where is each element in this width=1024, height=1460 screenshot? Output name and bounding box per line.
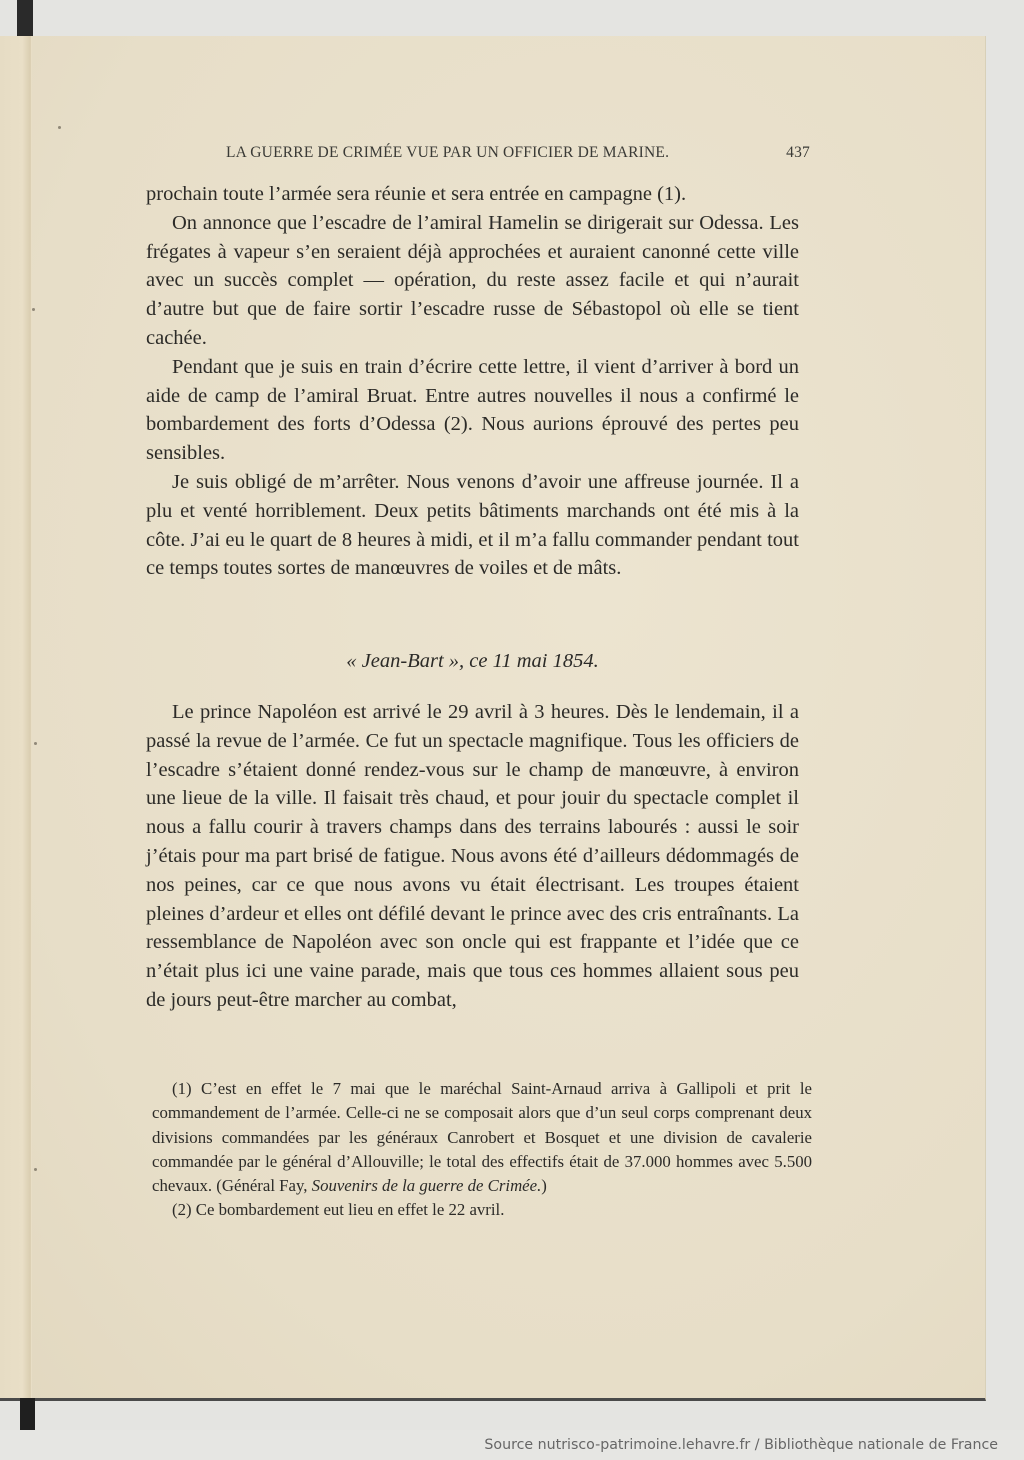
footnote-1 [152,1077,812,1198]
paragraph: On annonce que l’escadre de l’amiral Hamelin se dirigerait sur Odessa. Les frégates à vapeur s’en seraient déjà approchées et auraient canonné cette ville avec un succès complet — opération, du reste assez facile et qui n’aurait d’autre but que de faire sortir l’escadre russe de Sébastopol où elle se tient cachée. [146,211,799,349]
binding-edge-top [17,0,33,36]
paper-speck [58,126,61,129]
paragraph: Pendant que je suis en train d’écrire cette lettre, il vient d’arriver à bord un aide de camp de l’amiral Bruat. Entre autres nouvelles il nous a confirmé le bombardement des forts d’Odessa (2). Nous aurions éprouvé des pertes peu sensibles. [146,355,799,465]
page-gutter-fold [0,36,32,1398]
binding-edge-bottom [20,1398,35,1430]
citation-title: Souvenirs de la guerre de Crimée. [311,1176,542,1196]
paragraph: Le prince Napoléon est arrivé le 29 avril à 3 heures. Dès le lendemain, il a passé la revue de l’armée. Ce fut un spectacle magnifique. Tous les officiers de l’escadre s’étaient donné rendez-vous sur le champ de manœuvre, à environ une lieue de la ville. Il faisait très chaud, et pour jouir du spectacle complet il nous a fallu courir à travers champs dans des terrains labourés : aussi le soir j’étais pour ma part brisé de fatigue. Nous avons été d’ailleurs dédommagés de nos peines, car ce que nous avons vu était électrisant. Les troupes étaient pleines d’ardeur et elles ont défilé devant le prince avec des cris entraînants. La ressemblance de Napoléon avec son oncle qui est frappante et l’idée que ce n’était plus ici une vaine parade, mais que tous ces hommes allaient sous peu de jours peut-être marcher au combat, [146,701,799,1011]
page-number: 437 [786,144,810,161]
source-caption: Source nutrisco-patrimoine.lehavre.fr / Bibliothèque nationale de France [484,1437,998,1453]
paragraph: prochain toute l’armée sera réunie et sera entrée en campagne (1). [146,183,687,205]
letter-dateline: « Jean-Bart », ce 11 mai 1854. [346,650,599,672]
footnote-2: (2) Ce bombardement eut lieu en effet le 22 avril. [172,1200,505,1220]
running-head-title: LA GUERRE DE CRIMÉE VUE PAR UN OFFICIER DE MARINE. [226,144,670,161]
paragraph: Je suis obligé de m’arrêter. Nous venons d’avoir une affreuse journée. Il a plu et venté horriblement. Deux petits bâtiments marchands ont été mis à la côte. J’ai eu le quart de 8 heures à midi, et il m’a fallu commander pendant tout ce temps toutes sortes de manœuvres de voiles et de mâts. [146,470,799,580]
paper-speck [34,1168,37,1171]
body-text-top [146,180,799,583]
footnote-text: (1) C’est en effet le 7 mai que le maréchal Saint-Arnaud arriva à Gallipoli et prit le commandement de l’armée. Celle-ci ne se composait alors que d’un seul corps comprenant deux divisions commandées par les généraux Canrobert et Bosquet et une division de cavalerie commandée par le général d’Allouville; le total des effectifs était de 37.000 hommes avec 5.500 chevaux. (Général Fay, [152,1079,812,1196]
running-head [226,144,810,162]
footnote-tail: ) [541,1176,547,1196]
body-text-bottom [146,698,799,1015]
paper-speck [32,308,35,311]
footnotes [152,1077,812,1223]
paper-speck [34,742,37,745]
